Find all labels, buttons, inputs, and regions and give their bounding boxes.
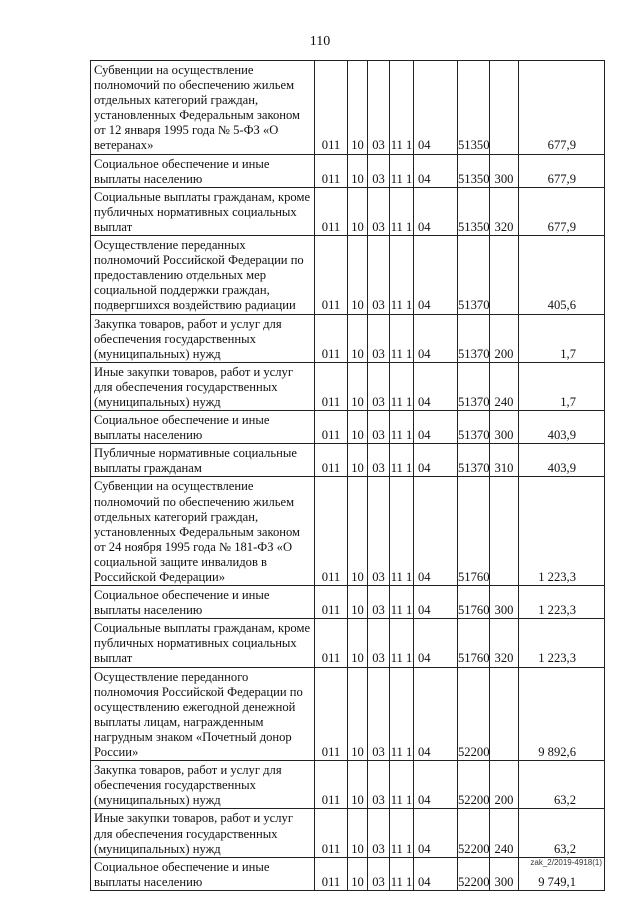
section-code: 10	[348, 314, 368, 362]
amount: 63,2	[519, 809, 605, 857]
section-code: 10	[348, 809, 368, 857]
expense-type-code: 310	[490, 444, 519, 477]
table-row	[91, 761, 605, 809]
ministry-code: 011	[315, 314, 348, 362]
subprogram-code: 04	[414, 61, 458, 155]
expense-code: 52200	[458, 667, 490, 761]
subprogram-code: 04	[414, 314, 458, 362]
ministry-code: 011	[315, 586, 348, 619]
ministry-code: 011	[315, 362, 348, 410]
ministry-code: 011	[315, 857, 348, 890]
expense-code: 52200	[458, 857, 490, 890]
table-row	[91, 619, 605, 667]
row-name: Закупка товаров, работ и услуг для обеспечения государственных (муниципальных) нужд	[91, 314, 315, 362]
subprogram-code: 04	[414, 586, 458, 619]
expense-code: 51760	[458, 619, 490, 667]
section-code: 10	[348, 444, 368, 477]
amount: 63,2	[519, 761, 605, 809]
table-row	[91, 362, 605, 410]
section-code: 10	[348, 187, 368, 235]
program-code: 11 1	[390, 809, 414, 857]
expense-code: 51370	[458, 236, 490, 314]
expense-type-code: 300	[490, 411, 519, 444]
ministry-code: 011	[315, 236, 348, 314]
table-row	[91, 314, 605, 362]
expense-code: 51350	[458, 154, 490, 187]
ministry-code: 011	[315, 809, 348, 857]
program-code: 11 1	[390, 477, 414, 586]
row-name: Иные закупки товаров, работ и услуг для обеспечения государственных (муниципальных) нужд	[91, 809, 315, 857]
subprogram-code: 04	[414, 411, 458, 444]
subsection-code: 03	[368, 667, 390, 761]
row-name: Социальные выплаты гражданам, кроме публичных нормативных социальных выплат	[91, 187, 315, 235]
section-code: 10	[348, 667, 368, 761]
program-code: 11 1	[390, 236, 414, 314]
program-code: 11 1	[390, 619, 414, 667]
expense-code: 51760	[458, 586, 490, 619]
subsection-code: 03	[368, 809, 390, 857]
subsection-code: 03	[368, 187, 390, 235]
footer-doc-code: zak_2/2019-4918(1)	[530, 858, 602, 867]
program-code: 11 1	[390, 61, 414, 155]
expense-code: 51370	[458, 362, 490, 410]
amount: 1 223,3	[519, 619, 605, 667]
amount: 1,7	[519, 314, 605, 362]
table-row	[91, 61, 605, 155]
expense-type-code: 300	[490, 857, 519, 890]
row-name: Закупка товаров, работ и услуг для обеспечения государственных (муниципальных) нужд	[91, 761, 315, 809]
subsection-code: 03	[368, 444, 390, 477]
ministry-code: 011	[315, 477, 348, 586]
row-name: Социальные выплаты гражданам, кроме публичных нормативных социальных выплат	[91, 619, 315, 667]
subsection-code: 03	[368, 362, 390, 410]
subsection-code: 03	[368, 154, 390, 187]
subsection-code: 03	[368, 761, 390, 809]
amount: 677,9	[519, 187, 605, 235]
program-code: 11 1	[390, 667, 414, 761]
section-code: 10	[348, 586, 368, 619]
table-row	[91, 857, 605, 890]
section-code: 10	[348, 236, 368, 314]
program-code: 11 1	[390, 362, 414, 410]
section-code: 10	[348, 362, 368, 410]
ministry-code: 011	[315, 619, 348, 667]
table-row	[91, 477, 605, 586]
expense-code: 51760	[458, 477, 490, 586]
row-name: Осуществление переданного полномочия Российской Федерации по осуществлению ежегодной денежной выплаты лицам, награжденным нагрудным знаком «Почетный донор России»	[91, 667, 315, 761]
amount: 9 892,6	[519, 667, 605, 761]
subsection-code: 03	[368, 61, 390, 155]
expense-code: 51350	[458, 187, 490, 235]
expense-type-code	[490, 236, 519, 314]
ministry-code: 011	[315, 761, 348, 809]
expense-type-code	[490, 477, 519, 586]
expense-code: 51370	[458, 314, 490, 362]
expense-code: 52200	[458, 809, 490, 857]
row-name: Иные закупки товаров, работ и услуг для обеспечения государственных (муниципальных) нужд	[91, 362, 315, 410]
expense-type-code: 200	[490, 314, 519, 362]
table-row	[91, 667, 605, 761]
expense-type-code	[490, 667, 519, 761]
row-name: Осуществление переданных полномочий Российской Федерации по предоставлению отдельных мер социальной поддержки граждан, подвергшихся воздействию радиации	[91, 236, 315, 314]
subprogram-code: 04	[414, 857, 458, 890]
table-row	[91, 187, 605, 235]
table-row	[91, 154, 605, 187]
table-row	[91, 236, 605, 314]
amount: 677,9	[519, 154, 605, 187]
expense-code: 51350	[458, 61, 490, 155]
program-code: 11 1	[390, 857, 414, 890]
section-code: 10	[348, 154, 368, 187]
program-code: 11 1	[390, 154, 414, 187]
subprogram-code: 04	[414, 187, 458, 235]
table-row	[91, 809, 605, 857]
table-row	[91, 586, 605, 619]
expense-code: 52200	[458, 761, 490, 809]
expense-type-code: 300	[490, 154, 519, 187]
amount: 403,9	[519, 411, 605, 444]
amount: 1 223,3	[519, 477, 605, 586]
subprogram-code: 04	[414, 444, 458, 477]
subprogram-code: 04	[414, 477, 458, 586]
subsection-code: 03	[368, 477, 390, 586]
program-code: 11 1	[390, 187, 414, 235]
expense-code: 51370	[458, 444, 490, 477]
table-row	[91, 444, 605, 477]
table-row	[91, 411, 605, 444]
amount: 1,7	[519, 362, 605, 410]
page-number: 110	[309, 34, 331, 49]
program-code: 11 1	[390, 761, 414, 809]
subprogram-code: 04	[414, 809, 458, 857]
program-code: 11 1	[390, 411, 414, 444]
expense-type-code: 240	[490, 809, 519, 857]
amount: 1 223,3	[519, 586, 605, 619]
ministry-code: 011	[315, 667, 348, 761]
ministry-code: 011	[315, 444, 348, 477]
subprogram-code: 04	[414, 362, 458, 410]
row-name: Субвенции на осуществление полномочий по обеспечению жильем отдельных категорий граждан, установленных Федеральным законом от 12 января 1995 года № 5-ФЗ «О ветеранах»	[91, 61, 315, 155]
expense-type-code: 200	[490, 761, 519, 809]
row-name: Социальное обеспечение и иные выплаты населению	[91, 411, 315, 444]
expense-type-code	[490, 61, 519, 155]
section-code: 10	[348, 761, 368, 809]
expense-type-code: 300	[490, 586, 519, 619]
subsection-code: 03	[368, 857, 390, 890]
expense-type-code: 240	[490, 362, 519, 410]
subprogram-code: 04	[414, 667, 458, 761]
section-code: 10	[348, 411, 368, 444]
program-code: 11 1	[390, 444, 414, 477]
program-code: 11 1	[390, 586, 414, 619]
section-code: 10	[348, 857, 368, 890]
section-code: 10	[348, 619, 368, 667]
subsection-code: 03	[368, 314, 390, 362]
program-code: 11 1	[390, 314, 414, 362]
ministry-code: 011	[315, 61, 348, 155]
amount: 405,6	[519, 236, 605, 314]
section-code: 10	[348, 477, 368, 586]
expense-code: 51370	[458, 411, 490, 444]
ministry-code: 011	[315, 187, 348, 235]
ministry-code: 011	[315, 411, 348, 444]
expense-type-code: 320	[490, 619, 519, 667]
subsection-code: 03	[368, 411, 390, 444]
budget-table	[90, 60, 605, 891]
subsection-code: 03	[368, 586, 390, 619]
subprogram-code: 04	[414, 154, 458, 187]
row-name: Социальное обеспечение и иные выплаты населению	[91, 154, 315, 187]
subprogram-code: 04	[414, 619, 458, 667]
amount: 9 749,1	[519, 857, 605, 890]
subprogram-code: 04	[414, 761, 458, 809]
ministry-code: 011	[315, 154, 348, 187]
row-name: Субвенции на осуществление полномочий по обеспечению жильем отдельных категорий граждан, установленных Федеральным законом от 24 ноября 1995 года № 181-ФЗ «О социальной защите инвалидов в Российской Федерации»	[91, 477, 315, 586]
amount: 403,9	[519, 444, 605, 477]
amount: 677,9	[519, 61, 605, 155]
subprogram-code: 04	[414, 236, 458, 314]
section-code: 10	[348, 61, 368, 155]
row-name: Социальное обеспечение и иные выплаты населению	[91, 857, 315, 890]
expense-type-code: 320	[490, 187, 519, 235]
row-name: Социальное обеспечение и иные выплаты населению	[91, 586, 315, 619]
subsection-code: 03	[368, 619, 390, 667]
subsection-code: 03	[368, 236, 390, 314]
row-name: Публичные нормативные социальные выплаты гражданам	[91, 444, 315, 477]
